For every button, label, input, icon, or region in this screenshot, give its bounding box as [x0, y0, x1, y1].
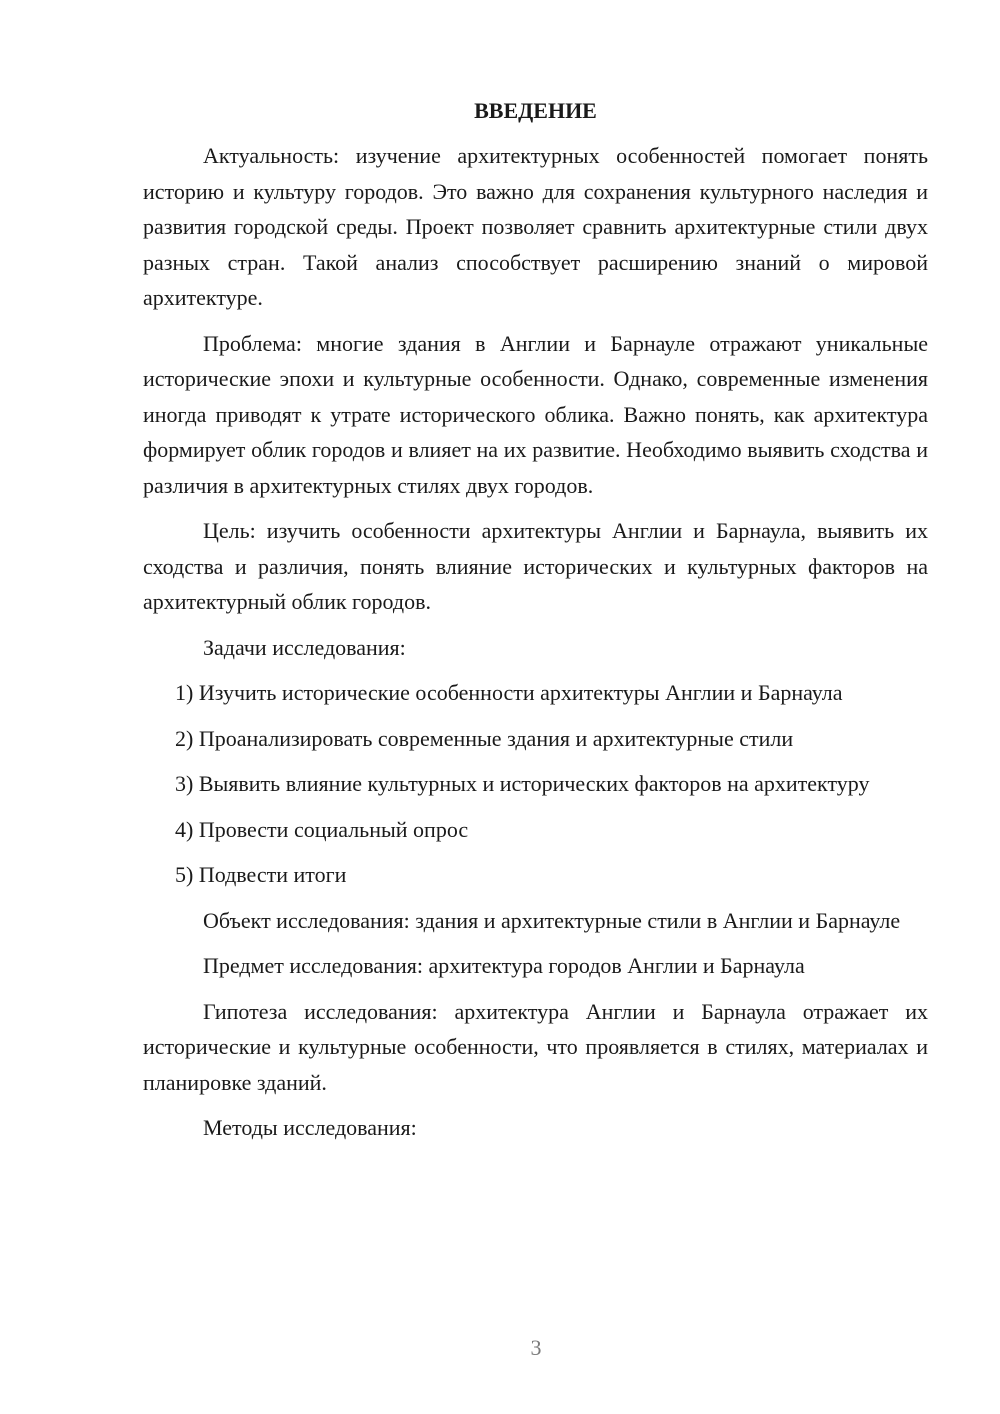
object-paragraph: Объект исследования: здания и архитектурные стили в Англии и Барнауле — [203, 907, 901, 933]
methods-title: Методы исследования: — [203, 1115, 417, 1140]
subject-paragraph: Предмет исследования: архитектура городов Англии и Барнаула — [203, 953, 805, 978]
goal-paragraph: Цель: изучить особенности архитектуры Англии и Барнаула, выявить их сходства и различия, понять влияние исторических и культурных факторов на архитектурный облик городов. — [143, 518, 928, 614]
task-item-2: 2) Проанализировать современные здания и архитектурные стили — [175, 725, 794, 751]
hypothesis-paragraph: Гипотеза исследования: архитектура Англии и Барнаула отражает их исторические и культурные особенности, что проявляется в стилях, материалах и планировке зданий. — [143, 998, 928, 1095]
problem-paragraph: Проблема: многие здания в Англии и Барнауле отражают уникальные исторические эпохи и культурные особенности. Однако, современные изменения иногда приводят к утрате исторического облика. Важно понять, как архитектура формирует облик городов и влияет на их развитие. Необходимо выявить сходства и различия в архитектурных стилях двух городов. — [143, 330, 928, 498]
task-item-4: 4) Провести социальный опрос — [175, 816, 469, 842]
task-item-1: 1) Изучить исторические особенности архитектуры Англии и Барнаула — [175, 680, 843, 705]
relevance-paragraph: Актуальность: изучение архитектурных особенностей помогает понять историю и культуру городов. Это важно для сохранения культурного наследия и развития городской среды. Проект позволяет сравнить архитектурные стили двух разных стран. Такой анализ способствует расширению знаний о мировой архитектуре. — [143, 143, 928, 310]
tasks-title: Задачи исследования: — [203, 634, 406, 660]
task-item-5: 5) Подвести итоги — [175, 862, 347, 887]
page-number: 3 — [530, 1335, 542, 1360]
section-heading: ВВЕДЕНИЕ — [474, 98, 597, 123]
task-item-3: 3) Выявить влияние культурных и исторических факторов на архитектуру — [175, 771, 870, 796]
document-body — [143, 94, 928, 1146]
